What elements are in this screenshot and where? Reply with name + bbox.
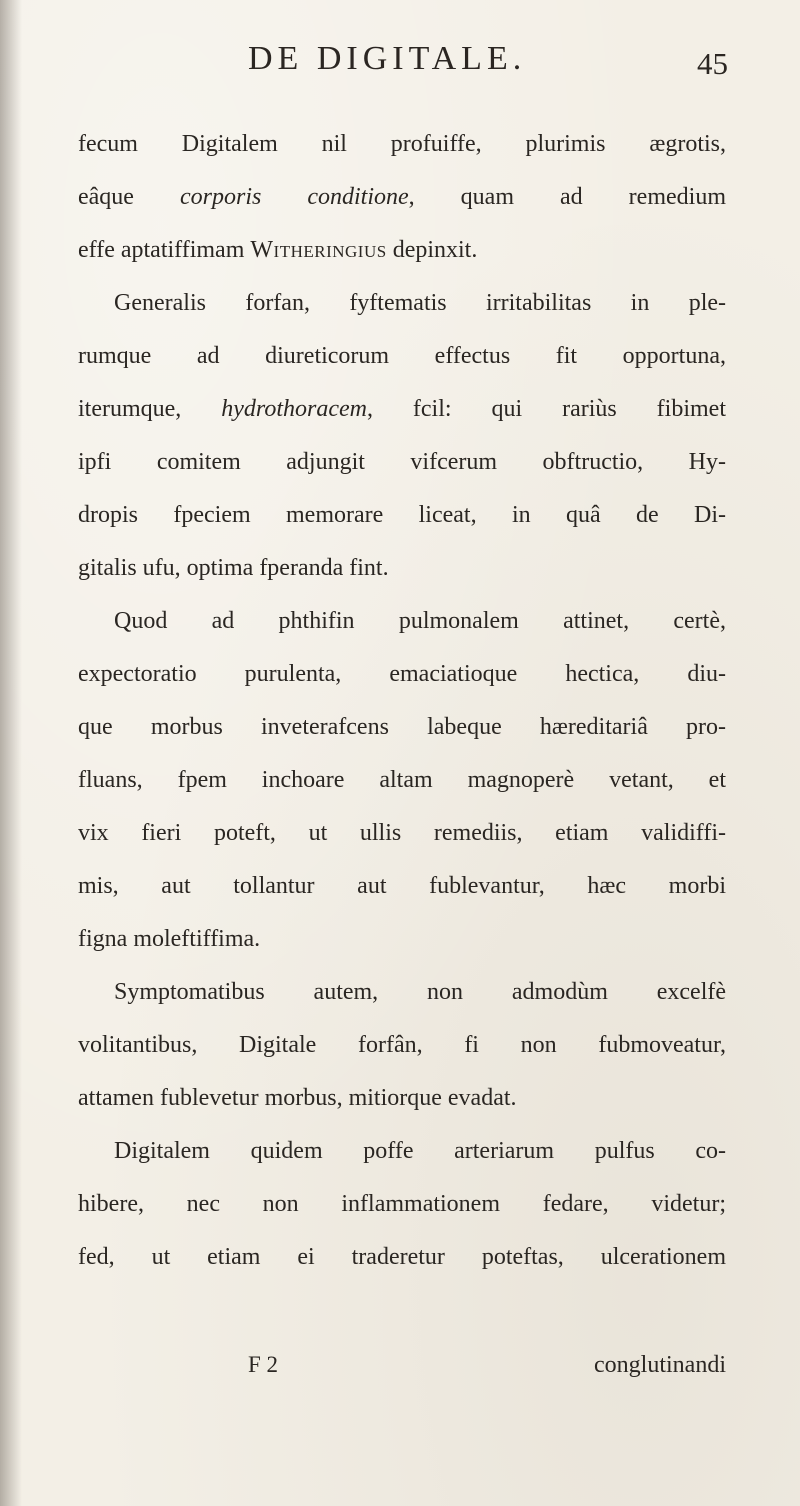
text-line	[78, 1178, 726, 1231]
text-line	[78, 542, 726, 595]
text-run: fed, ut etiam ei traderetur poteftas, ulcerationem	[78, 1244, 726, 1270]
text-line	[78, 1125, 726, 1178]
text-run: eâque	[78, 184, 180, 210]
text-line	[78, 1019, 726, 1072]
catchword: conglutinandi	[594, 1352, 726, 1378]
page-number: 45	[697, 46, 728, 81]
text-run: Digitalem quidem poffe arteriarum pulfus co-	[114, 1138, 726, 1164]
running-head	[0, 40, 800, 90]
text-run: depinxit.	[386, 237, 478, 263]
running-title: DE DIGITALE.	[248, 40, 527, 77]
signature-mark: F 2	[248, 1352, 279, 1377]
text-run: Quod ad phthifin pulmonalem attinet, certè,	[114, 608, 726, 634]
text-line	[78, 489, 726, 542]
text-line	[78, 701, 726, 754]
text-line	[78, 648, 726, 701]
text-run: gitalis ufu, optima fperanda fint.	[78, 555, 389, 581]
text-run: hydrothoracem	[221, 396, 367, 422]
text-run: hibere, nec non inflammationem fedare, videtur;	[78, 1191, 726, 1217]
text-run: mis, aut tollantur aut fublevantur, hæc morbi	[78, 873, 726, 899]
text-line	[78, 913, 726, 966]
text-run: Generalis forfan, fyftematis irritabilitas in ple-	[114, 290, 726, 316]
text-run: rumque ad diureticorum effectus fit opportuna,	[78, 343, 726, 369]
text-run: volitantibus, Digitale forfân, fi non fubmoveatur,	[78, 1032, 726, 1058]
text-line	[78, 860, 726, 913]
text-run: Witheringius	[250, 237, 387, 263]
text-run: que morbus inveterafcens labeque hæreditariâ pro-	[78, 714, 726, 740]
text-line	[78, 595, 726, 648]
text-run: vix fieri poteft, ut ullis remediis, etiam validiffi-	[78, 820, 726, 846]
text-line	[78, 330, 726, 383]
body-text	[78, 118, 726, 1284]
text-line	[78, 807, 726, 860]
text-run: fluans, fpem inchoare altam magnoperè vetant, et	[78, 767, 726, 793]
text-line	[78, 383, 726, 436]
text-run: ipfi comitem adjungit vifcerum obftructio, Hy-	[78, 449, 726, 475]
text-run: iterumque,	[78, 396, 222, 422]
text-run: dropis fpeciem memorare liceat, in quâ de Di-	[78, 502, 726, 528]
text-line	[78, 224, 726, 277]
text-run: , fcil: qui rariùs fibimet	[366, 396, 726, 422]
text-run: expectoratio purulenta, emaciatioque hectica, diu-	[78, 661, 726, 687]
text-line	[78, 1072, 726, 1125]
text-line	[78, 966, 726, 1019]
text-run: , quam ad remedium	[408, 184, 726, 210]
text-run: figna moleftiffima.	[78, 926, 261, 952]
text-run: Symptomatibus autem, non admodùm excelfè	[114, 979, 726, 1005]
text-line	[78, 171, 726, 224]
text-run: fecum Digitalem nil profuiffe, plurimis ægrotis,	[78, 131, 726, 157]
text-run: corporis conditione	[179, 184, 409, 210]
text-line	[78, 277, 726, 330]
text-run: attamen fublevetur morbus, mitiorque evadat.	[78, 1085, 517, 1111]
text-run: effe aptatiffimam	[78, 237, 251, 263]
page-footer	[78, 1350, 726, 1400]
text-line	[78, 1231, 726, 1284]
page-edge-shadow	[0, 0, 22, 1506]
text-line	[78, 436, 726, 489]
text-line	[78, 754, 726, 807]
text-line	[78, 118, 726, 171]
